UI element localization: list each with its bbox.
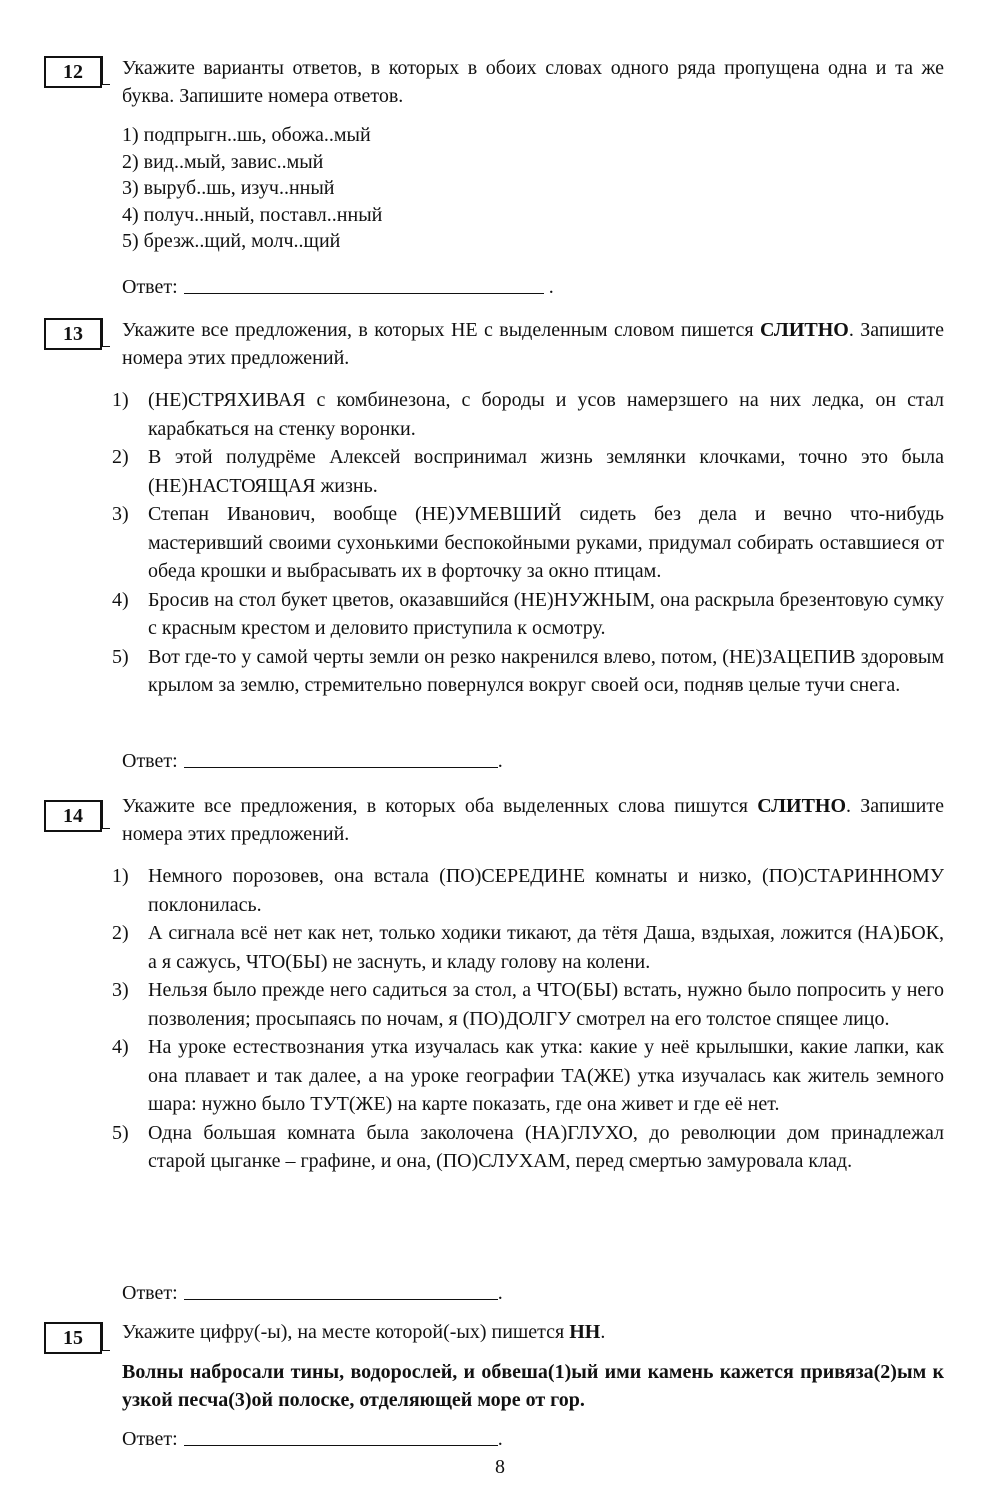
answer-row: Ответ: . [122,276,554,298]
task-sentence: Волны набросали тины, водорослей, и обвеша(1)ый ими камень кажется привяза(2)ым к узкой песча(3)ой полоске, отделяющей море от гор. [122,1361,944,1411]
option-item: 3) выруб..шь, изуч..нный [122,177,335,199]
option-item: 4) получ..нный, поставл..нный [122,203,383,226]
answer-line[interactable] [184,275,544,294]
list-item: 1) (НЕ)СТРЯХИВАЯ с комбинезона, с бороды и усов намерзшего на них ледка, он стал карабкаться на стенку воронки. [112,389,944,440]
answer-options [122,122,382,255]
list-item: 5) Вот где-то у самой черты земли он резко накренился влево, потом, (НЕ)ЗАЦЕПИВ здоровым крылом за землю, стремительно повернулся вокруг своей оси, подняв целые тучи снега. [112,645,944,696]
answer-label: Ответ: [122,1428,178,1450]
answer-line[interactable] [184,1281,498,1300]
task-prompt: Укажите варианты ответов, в которых в обоих словах одного ряда пропущена одна и та же буква. Запишите номера ответов. [122,57,944,107]
answer-line[interactable] [184,749,498,768]
list-item: 5) Одна большая комната была заколочена (НА)ГЛУХО, до революции дом принадлежал старой цыганке – графине, и она, (ПО)СЛУХАМ, перед смертью замуровала клад. [112,1121,944,1172]
list-item: 2) А сигнала всё нет как нет, только ходики тикают, да тётя Даша, вздыхая, ложится (НА)БОК, а я сажусь, ЧТО(БЫ) не заснуть, и кладу голову на колени. [112,922,944,973]
task-number-box: 13 [44,318,102,350]
list-item: 3) Нельзя было прежде него садиться за стол, а ЧТО(БЫ) встать, нужно было попросить у него позволения; просыпаясь по ночам, я (ПО)ДОЛГУ смотрел на его толстое спящее лицо. [112,979,944,1030]
answer-row: Ответ: . [122,1282,503,1304]
list-item: 3) Степан Иванович, вообще (НЕ)УМЕВШИЙ сидеть без дела и вечно что-нибудь мастеривший своими сухонькими беспокойными руками, придумал собирать оставшиеся от обеда крошки и выбрасывать их в форточку за окно птицам. [112,503,944,582]
option-item: 5) брезж..щий, молч..щий [122,230,341,252]
sentence-list [112,862,944,1176]
sentence-list [112,386,944,700]
answer-line[interactable] [184,1427,498,1446]
list-item: 4) На уроке естествознания утка изучалась как утка: какие у неё крылышки, какие лапки, как она плавает и так далее, а на уроке географии ТА(ЖЕ) утка изучалась как житель земного шара: нужно было ТУТ(ЖЕ) на карте показать, где она живет и где её нет. [112,1036,944,1115]
answer-label: Ответ: [122,750,178,772]
task-prompt: Укажите цифру(-ы), на месте которой(-ых) пишется НН. [122,1321,606,1343]
answer-row: Ответ: . [122,750,503,772]
task-number-box: 12 [44,56,102,88]
list-item: 4) Бросив на стол букет цветов, оказавшийся (НЕ)НУЖНЫМ, она раскрыла брезентовую сумку с красным крестом и деловито приступила к осмотру. [112,588,944,639]
answer-label: Ответ: [122,276,178,298]
task-number-box: 14 [44,800,102,832]
answer-label: Ответ: [122,1282,178,1304]
task-prompt: Укажите все предложения, в которых НЕ с выделенным словом пишется СЛИТНО. Запишите номера этих предложений. [122,319,944,369]
list-item: 2) В этой полудрёме Алексей воспринимал жизнь землянки клочками, точно это была (НЕ)НАСТОЯЩАЯ жизнь. [112,446,944,497]
answer-row: Ответ: . [122,1428,503,1450]
task-prompt: Укажите все предложения, в которых оба выделенных слова пишутся СЛИТНО. Запишите номера этих предложений. [122,795,945,845]
option-item: 1) подпрыгн..шь, обожа..мый [122,124,371,146]
list-item: 1) Немного порозовев, она встала (ПО)СЕРЕДИНЕ комнаты и низко, (ПО)СТАРИННОМУ поклонилась. [112,865,944,916]
task-number-box: 15 [44,1322,102,1354]
option-item: 2) вид..мый, завис..мый [122,150,324,173]
page-number: 8 [495,1456,505,1478]
